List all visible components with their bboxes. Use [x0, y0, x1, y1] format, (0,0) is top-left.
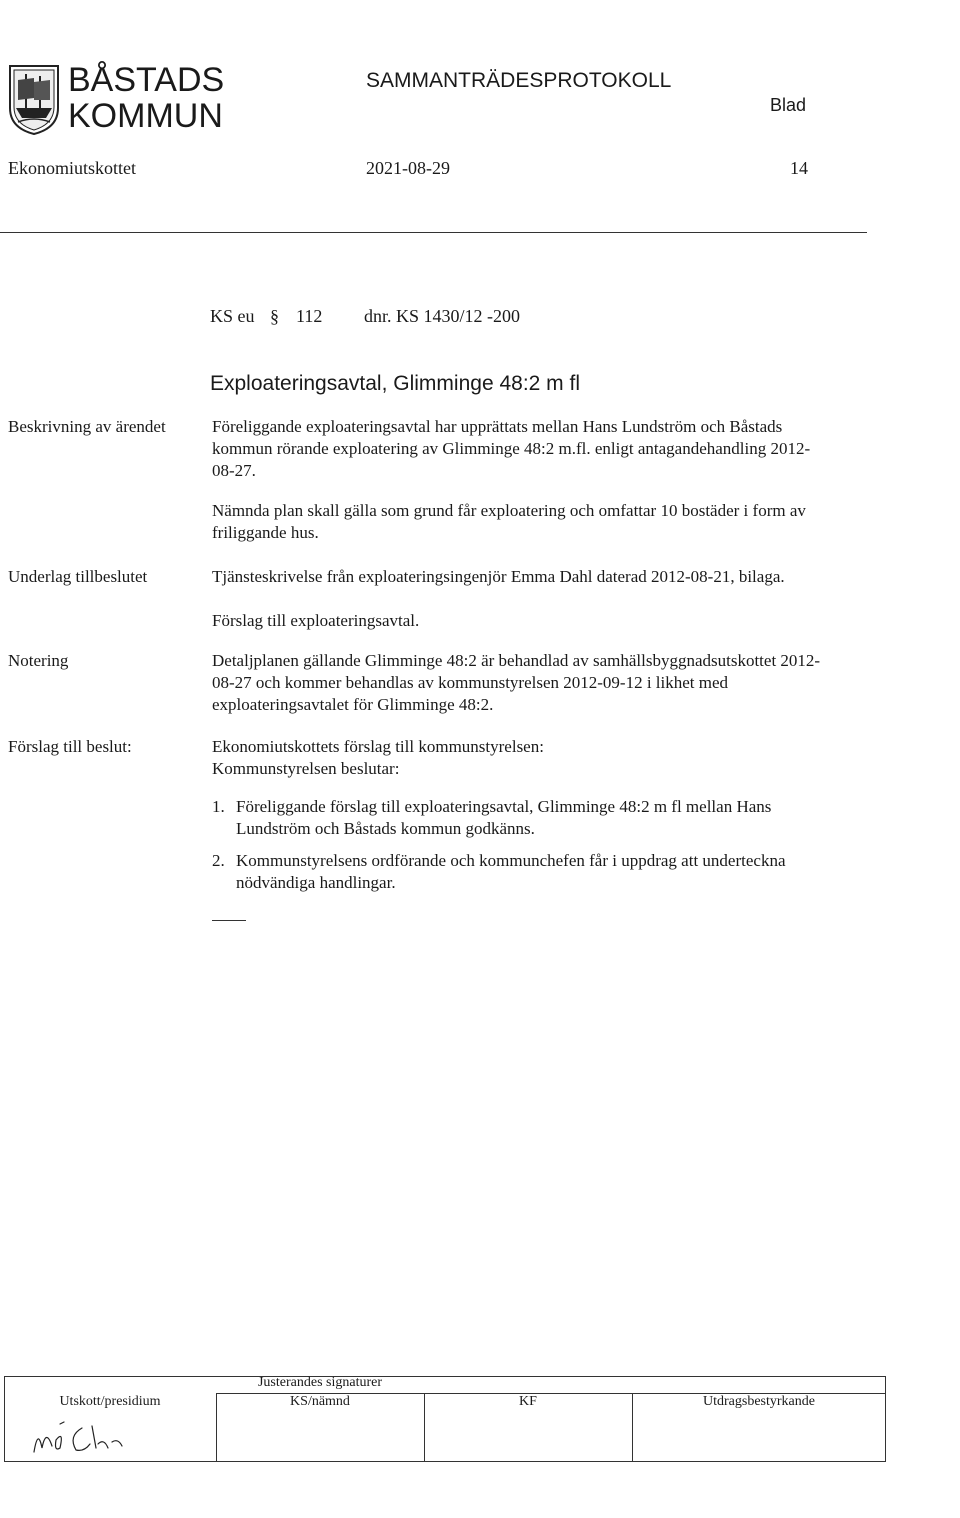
page-title: Exploateringsavtal, Glimminge 48:2 m fl [210, 372, 580, 395]
paragraph-notering: Detaljplanen gällande Glimminge 48:2 är behandlad av samhällsbyggnadsutskottet 2012-08-27 och kommer behandlas av kommunstyrelsen 2012-09-12 i likhet med exploateringsavtalet för Glimminge 48:2. [212, 651, 821, 714]
signature-column-utdragsbestyrkande: Utdragsbestyrkande [703, 1394, 815, 1409]
label-forslag-till-beslut: Förslag till beslut: [8, 737, 132, 756]
paragraph-beskrivning: Föreliggande exploateringsavtal har upprättats mellan Hans Lundström och Båstads kommun rörande exploatering av Glimminge 48:2 m.fl. enligt antagandehandling 2012-08-27. [212, 417, 811, 480]
committee-name: Ekonomiutskottet [8, 158, 136, 178]
section-sign: § [270, 306, 279, 326]
org-name-line1: BÅSTADS [68, 61, 225, 99]
coat-of-arms-ship-icon [8, 64, 60, 136]
label-underlag: Underlag tillbeslutet [8, 567, 148, 586]
page-number: 14 [790, 158, 808, 178]
paragraph-underlag-tjansteskrivelse: Tjänsteskrivelse från exploateringsingenjör Emma Dahl daterad 2012-08-21, bilaga. [212, 567, 785, 586]
handwritten-signature [30, 1418, 150, 1458]
blad-label: Blad [770, 95, 807, 115]
document-type: SAMMANTRÄDESPROTOKOLL [366, 69, 672, 92]
decision-item-text: Föreliggande förslag till exploateringsavtal, Glimminge 48:2 m fl mellan Hans Lundström och Båstads kommun godkänns. [236, 797, 772, 838]
signature-column-ks-namnd: KS/nämnd [290, 1394, 350, 1409]
org-name-line2: KOMMUN [68, 97, 223, 135]
end-divider [212, 920, 246, 921]
decision-item-number: 1. [212, 797, 225, 816]
signature-column-utskott: Utskott/presidium [59, 1394, 161, 1409]
paragraph-forslag-intro: Ekonomiutskottets förslag till kommunstyrelsen: [212, 737, 544, 756]
paragraph-namnda-plan: Nämnda plan skall gälla som grund får exploatering och omfattar 10 bostäder i form av friliggande hus. [212, 501, 806, 542]
diary-number: dnr. KS 1430/12 -200 [364, 306, 521, 326]
decision-item-number: 2. [212, 851, 225, 870]
meeting-date: 2021-08-29 [366, 158, 450, 178]
paragraph-kommunstyrelsen-beslutar: Kommunstyrelsen beslutar: [212, 759, 400, 778]
decision-item-text: Kommunstyrelsens ordförande och kommunchefen får i uppdrag att underteckna nödvändiga handlingar. [236, 851, 786, 892]
decision-item [212, 796, 832, 840]
label-beskrivning: Beskrivning av ärendet [8, 417, 166, 436]
coat-of-arms-logo [8, 64, 60, 136]
signature-table-caption: Justerandes signaturer [257, 1375, 383, 1390]
paragraph-number: 112 [296, 306, 323, 326]
label-notering: Notering [8, 651, 69, 670]
paragraph-underlag-forslag: Förslag till exploateringsavtal. [212, 611, 420, 630]
header-divider [0, 232, 867, 233]
reference-ks: KS eu [210, 306, 255, 326]
decision-item [212, 850, 832, 894]
signature-column-kf: KF [519, 1394, 537, 1409]
